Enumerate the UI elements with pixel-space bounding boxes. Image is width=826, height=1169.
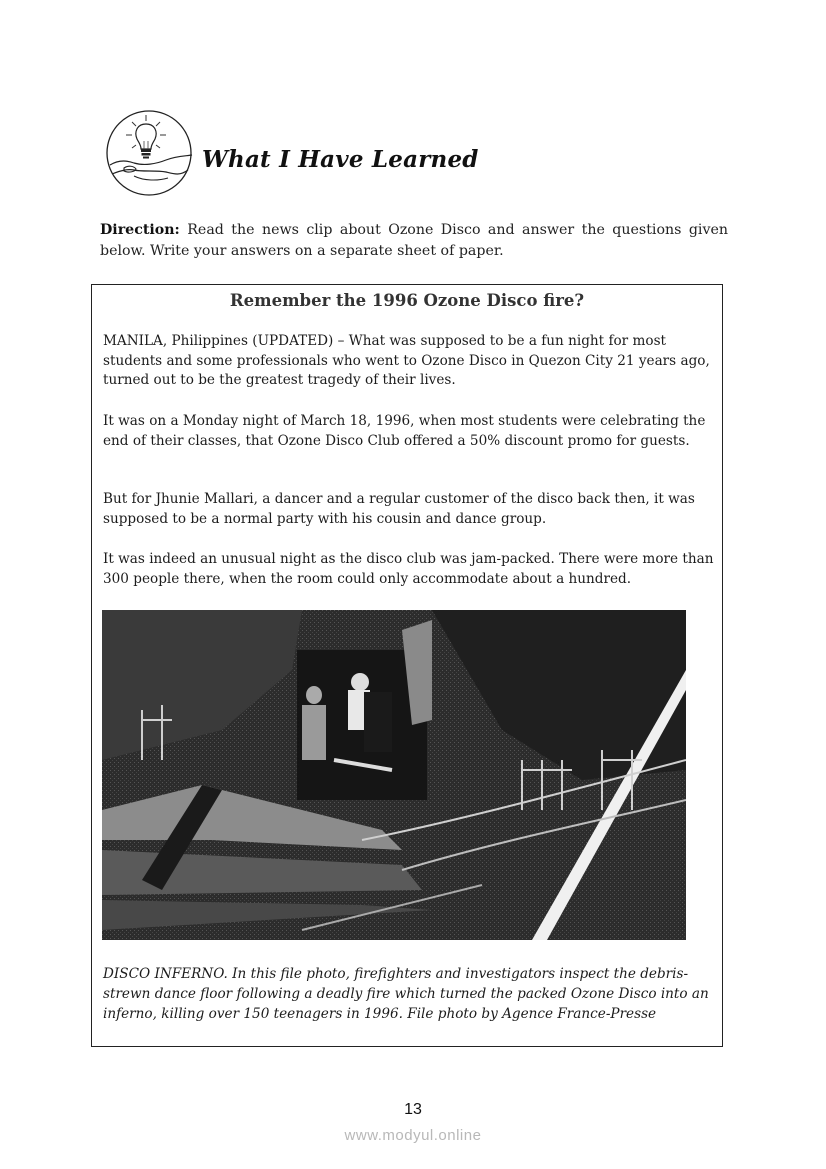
news-paragraph: MANILA, Philippines (UPDATED) – What was supposed to be a fun night for most students and some professionals who went to Ozone Disco in Quezon City 21 years ago, turned out to be the greatest tragedy of their lives. bbox=[103, 333, 710, 388]
direction-body: Read the news clip about Ozone Disco and answer the questions given below. Write your answers on a separate sheet of paper. bbox=[100, 222, 728, 259]
direction-label: Direction: bbox=[100, 222, 180, 238]
news-photo bbox=[102, 610, 686, 940]
news-paragraph: It was on a Monday night of March 18, 1996, when most students were celebrating the end of their classes, that Ozone Disco Club offered a 50% discount promo for guests. bbox=[103, 413, 706, 449]
news-clip-title: Remember the 1996 Ozone Disco fire? bbox=[229, 291, 585, 310]
page-number: 13 bbox=[404, 1101, 422, 1118]
section-header bbox=[104, 108, 479, 198]
watermark: www.modyul.online bbox=[344, 1127, 482, 1144]
news-paragraph: It was indeed an unusual night as the disco club was jam-packed. There were more than 300 people there, when the room could only accommodate about a hundred. bbox=[103, 551, 714, 587]
fire-debris-photo-icon bbox=[102, 610, 686, 940]
lightbulb-in-hand-icon bbox=[104, 108, 200, 198]
section-title: What I Have Learned bbox=[202, 145, 479, 173]
news-paragraph: But for Jhunie Mallari, a dancer and a regular customer of the disco back then, it was supposed to be a normal party with his cousin and dance group. bbox=[103, 491, 695, 527]
direction-text bbox=[100, 220, 728, 262]
news-clip-box bbox=[91, 284, 723, 1047]
photo-caption: DISCO INFERNO. In this file photo, firefighters and investigators inspect the debris-strewn dance floor following a deadly fire which turned the packed Ozone Disco into an inferno, killing over 150 teenagers in 1996. File photo by Agence France-Presse bbox=[103, 966, 709, 1022]
